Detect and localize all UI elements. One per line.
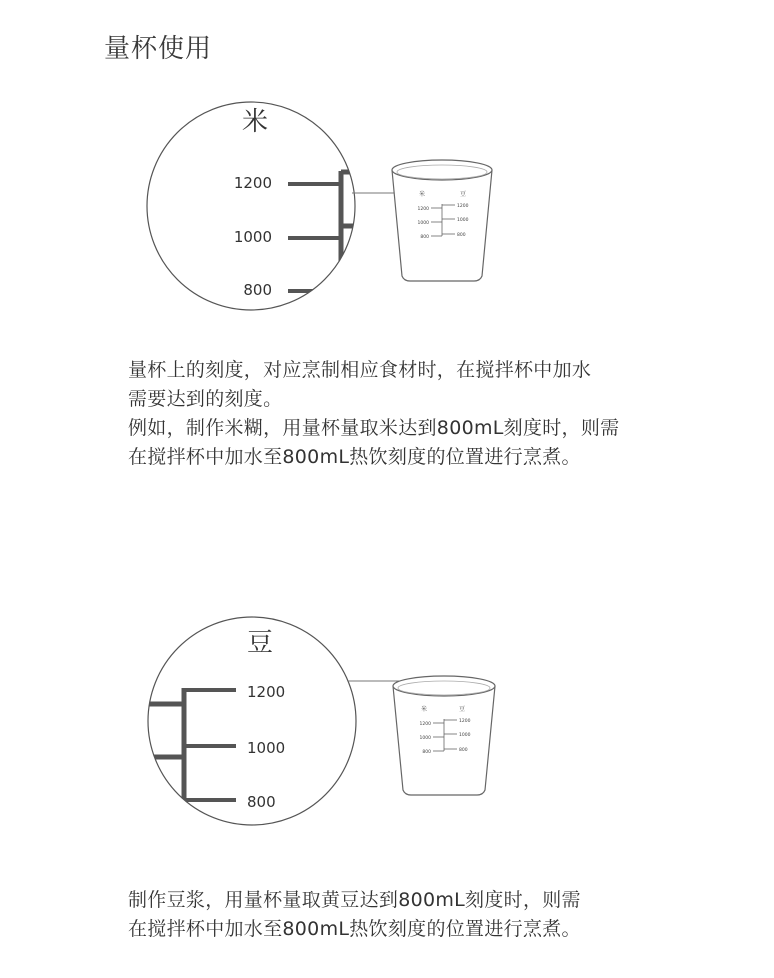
rice-cup-soy-tick-1000: 1000 xyxy=(457,218,469,223)
soy-cup-rice-tick-1000: 1000 xyxy=(419,736,431,741)
rice-measuring-cup xyxy=(392,160,492,281)
rice-tick-label-800: 800 xyxy=(243,281,272,299)
soy-illustration xyxy=(0,600,774,840)
rice-instruction-line: 需要达到的刻度。 xyxy=(128,388,283,410)
soy-cup-soy-tick-1000: 1000 xyxy=(459,733,471,738)
soy-tick-label-800: 800 xyxy=(247,793,276,811)
page-title: 量杯使用 xyxy=(104,34,213,64)
soy-cup-soy-tick-1200: 1200 xyxy=(459,719,471,724)
rice-cup-rice-tick-800: 800 xyxy=(420,235,429,240)
soy-instruction-line: 在搅拌杯中加水至800mL热饮刻度的位置进行烹煮。 xyxy=(128,918,581,940)
rice-section xyxy=(0,0,774,480)
rice-zoom-label: 米 xyxy=(241,107,269,137)
soy-instructions xyxy=(128,886,581,944)
rice-cup-right-label: 豆 xyxy=(459,191,467,198)
soy-cup-rice-tick-1200: 1200 xyxy=(419,722,431,727)
rice-cup-soy-tick-800: 800 xyxy=(457,233,466,238)
rice-cup-rice-tick-1200: 1200 xyxy=(417,207,429,212)
rice-instructions xyxy=(128,356,619,472)
soy-zoom-label: 豆 xyxy=(246,628,274,658)
soy-instruction-line: 制作豆浆，用量杯量取黄豆达到800mL刻度时，则需 xyxy=(128,889,581,911)
rice-tick-label-1000: 1000 xyxy=(233,228,272,246)
rice-cup-rice-tick-1000: 1000 xyxy=(417,221,429,226)
soy-cup-soy-tick-800: 800 xyxy=(459,748,468,753)
soy-cup-left-label: 米 xyxy=(420,706,428,713)
rice-cup-left-label: 米 xyxy=(418,191,426,198)
soy-section xyxy=(0,600,774,978)
rice-instruction-line: 在搅拌杯中加水至800mL热饮刻度的位置进行烹煮。 xyxy=(128,446,581,468)
soy-cup-rice-tick-800: 800 xyxy=(422,750,431,755)
soy-cup-right-label: 豆 xyxy=(458,706,466,713)
soy-tick-label-1200: 1200 xyxy=(247,683,286,701)
rice-instruction-line: 例如，制作米糊，用量杯量取米达到800mL刻度时，则需 xyxy=(128,417,620,439)
rice-tick-label-1200: 1200 xyxy=(233,174,272,192)
rice-instruction-line: 量杯上的刻度，对应烹制相应食材时，在搅拌杯中加水 xyxy=(128,359,592,381)
rice-illustration xyxy=(0,0,774,330)
soy-tick-label-1000: 1000 xyxy=(247,739,286,757)
rice-cup-soy-tick-1200: 1200 xyxy=(457,204,469,209)
soy-measuring-cup xyxy=(393,676,495,795)
